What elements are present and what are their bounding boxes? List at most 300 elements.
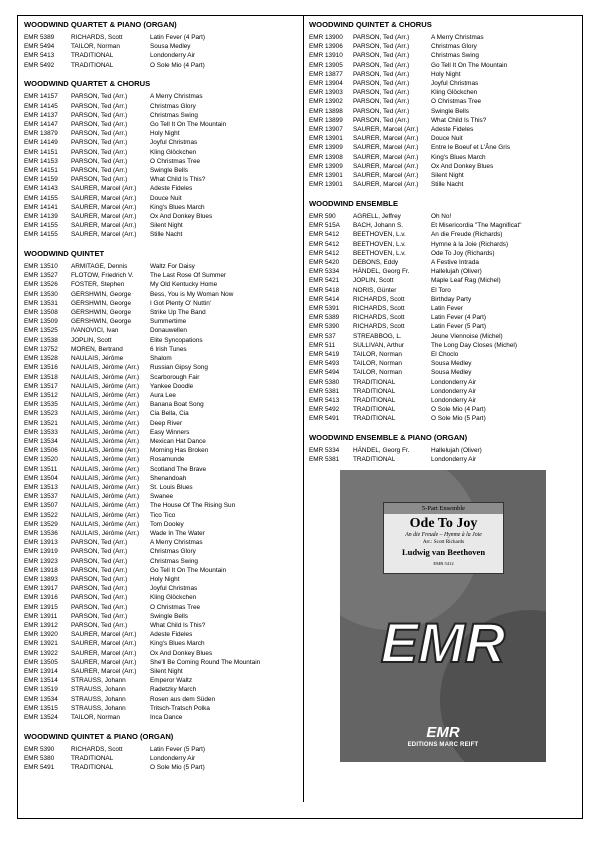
piece-title: Adeste Fideles bbox=[150, 185, 193, 193]
composer-name: STRAUSS, Johann bbox=[71, 686, 126, 694]
catalog-row bbox=[24, 419, 300, 428]
catalog-row bbox=[24, 382, 300, 391]
cover-image bbox=[340, 470, 546, 762]
catalog-row bbox=[24, 676, 300, 685]
catalog-number: EMR 13905 bbox=[309, 61, 343, 69]
piece-title: Holy Night bbox=[150, 575, 180, 583]
piece-title: Go Tell It On The Mountain bbox=[150, 120, 227, 128]
catalog-row bbox=[309, 125, 581, 134]
catalog-row bbox=[24, 695, 300, 704]
composer-name: ARMITAGE, Dennis bbox=[71, 263, 128, 271]
catalog-row bbox=[24, 299, 300, 308]
piece-title: Hallelujah (Oliver) bbox=[431, 447, 482, 455]
composer-name: RICHARDS, Scott bbox=[353, 304, 405, 312]
piece-title: Sousa Medley bbox=[431, 360, 472, 368]
catalog-row bbox=[309, 153, 581, 162]
catalog-number: EMR 5412 bbox=[309, 231, 340, 239]
catalog-number: EMR 13507 bbox=[24, 502, 58, 510]
composer-name: RICHARDS, Scott bbox=[353, 323, 405, 331]
catalog-row bbox=[309, 341, 581, 350]
catalog-number: EMR 13893 bbox=[24, 575, 58, 583]
catalog-number: EMR 590 bbox=[309, 212, 336, 220]
catalog-number: EMR 13902 bbox=[309, 98, 343, 106]
composer-name: PARSON, Ted (Arr.) bbox=[71, 166, 128, 174]
piece-title: Go Tell It On The Mountain bbox=[431, 61, 508, 69]
section-title: WOODWIND ENSEMBLE & PIANO (ORGAN) bbox=[309, 433, 468, 443]
piece-title: Holy Night bbox=[431, 70, 461, 78]
piece-title: Kling Glöckchen bbox=[150, 148, 197, 156]
piece-title: Banana Boat Song bbox=[150, 401, 204, 409]
composer-name: PARSON, Ted (Arr.) bbox=[71, 148, 128, 156]
catalog-row bbox=[24, 704, 300, 713]
catalog-row bbox=[309, 387, 581, 396]
piece-title: King's Blues March bbox=[150, 203, 205, 211]
composer-name: NAULAIS, Jérôme bbox=[71, 355, 124, 363]
catalog-number: EMR 13900 bbox=[309, 34, 343, 41]
composer-name: PARSON, Ted (Arr.) bbox=[71, 539, 128, 547]
catalog-row bbox=[24, 584, 300, 593]
composer-name: PARSON, Ted (Arr.) bbox=[71, 120, 128, 128]
catalog-row bbox=[24, 212, 300, 221]
composer-name: SAURER, Marcel (Arr.) bbox=[353, 181, 419, 189]
piece-title: Maple Leaf Rag (Michel) bbox=[431, 277, 501, 285]
catalog-row bbox=[309, 396, 581, 405]
catalog-row bbox=[309, 267, 581, 276]
piece-title: O Christmas Tree bbox=[150, 603, 201, 611]
catalog-number: EMR 13524 bbox=[24, 714, 58, 722]
composer-name: PARSON, Ted (Arr.) bbox=[353, 70, 410, 78]
catalog-row bbox=[24, 184, 300, 193]
piece-title: Adeste Fideles bbox=[431, 126, 474, 134]
composer-name: TRADITIONAL bbox=[71, 764, 114, 772]
composer-name: NAULAIS, Jérôme (Arr.) bbox=[71, 529, 140, 537]
piece-title: Ox And Donkey Blues bbox=[150, 649, 213, 657]
catalog-number: EMR 511 bbox=[309, 341, 336, 349]
catalog-number: EMR 13526 bbox=[24, 281, 58, 289]
catalog-row bbox=[24, 166, 300, 175]
composer-name: PARSON, Ted (Arr.) bbox=[71, 603, 128, 611]
catalog-number: EMR 13534 bbox=[24, 437, 58, 445]
catalog-row bbox=[24, 42, 300, 51]
catalog-row bbox=[24, 428, 300, 437]
catalog-number: EMR 13923 bbox=[24, 557, 58, 565]
piece-title: She'll Be Coming Round The Mountain bbox=[150, 658, 261, 666]
composer-name: PARSON, Ted (Arr.) bbox=[353, 116, 410, 124]
catalog-row bbox=[24, 51, 300, 60]
composer-name: TRADITIONAL bbox=[71, 754, 114, 762]
piece-title: Jeune Viennoise (Michel) bbox=[431, 332, 503, 340]
catalog-row bbox=[309, 414, 581, 423]
catalog-number: EMR 13521 bbox=[24, 419, 58, 427]
composer-name: SAURER, Marcel (Arr.) bbox=[71, 640, 137, 648]
catalog-number: EMR 13909 bbox=[309, 144, 343, 152]
emr-logo-large-text: EMR bbox=[380, 611, 506, 674]
composer-name: PARSON, Ted (Arr.) bbox=[353, 89, 410, 97]
cover-ensemble-label: 5-Part Ensemble bbox=[384, 503, 503, 514]
catalog-row bbox=[24, 92, 300, 101]
piece-title: What Child Is This? bbox=[150, 176, 206, 184]
catalog-row bbox=[309, 332, 581, 341]
catalog-row bbox=[24, 621, 300, 630]
catalog-number: EMR 13752 bbox=[24, 345, 58, 353]
piece-title: O Sole Mio (4 Part) bbox=[431, 406, 486, 414]
catalog-row bbox=[24, 317, 300, 326]
composer-name: BACH, Johann S. bbox=[353, 222, 404, 230]
catalog-section bbox=[24, 732, 300, 773]
composer-name: RICHARDS, Scott bbox=[71, 745, 123, 753]
catalog-row bbox=[309, 446, 581, 455]
catalog-number: EMR 14151 bbox=[24, 166, 58, 174]
catalog-number: EMR 5413 bbox=[309, 397, 340, 405]
composer-name: PARSON, Ted (Arr.) bbox=[353, 52, 410, 60]
composer-name: TRADITIONAL bbox=[353, 415, 396, 423]
catalog-number: EMR 14151 bbox=[24, 148, 58, 156]
catalog-number: EMR 13901 bbox=[309, 172, 343, 180]
piece-title: Emperor Waltz bbox=[150, 677, 193, 685]
piece-title: Yankee Doodle bbox=[150, 382, 194, 390]
composer-name: TAILOR, Norman bbox=[353, 369, 402, 377]
piece-title: Oh No! bbox=[431, 212, 452, 220]
piece-title: O Christmas Tree bbox=[150, 157, 201, 165]
catalog-number: EMR 14139 bbox=[24, 212, 58, 220]
catalog-section bbox=[309, 433, 581, 464]
piece-title: Christmas Swing bbox=[150, 557, 198, 565]
catalog-row bbox=[24, 501, 300, 510]
piece-title: Londonderry Air bbox=[431, 397, 477, 405]
catalog-row bbox=[24, 363, 300, 372]
emr-logo-small-text: EMR bbox=[426, 724, 460, 740]
catalog-number: EMR 13899 bbox=[309, 116, 343, 124]
catalog-row bbox=[309, 116, 581, 125]
catalog-number: EMR 13908 bbox=[309, 153, 343, 161]
composer-name: PARSON, Ted (Arr.) bbox=[353, 43, 410, 51]
catalog-row bbox=[24, 667, 300, 676]
piece-title: Donauwellen bbox=[150, 327, 187, 335]
composer-name: NAULAIS, Jérôme (Arr.) bbox=[71, 465, 140, 473]
piece-title: Stille Nacht bbox=[431, 181, 464, 189]
composer-name: PARSON, Ted (Arr.) bbox=[71, 157, 128, 165]
catalog-number: EMR 13904 bbox=[309, 80, 343, 88]
composer-name: GERSHWIN, George bbox=[71, 290, 132, 298]
piece-title: Latin Fever (4 Part) bbox=[431, 314, 487, 322]
catalog-row bbox=[24, 409, 300, 418]
catalog-number: EMR 5492 bbox=[309, 406, 340, 414]
catalog-row bbox=[309, 61, 581, 70]
catalog-number: EMR 13512 bbox=[24, 391, 58, 399]
catalog-number: EMR 14155 bbox=[24, 194, 58, 202]
composer-name: PARSON, Ted (Arr.) bbox=[353, 80, 410, 88]
piece-title: Latin Fever (5 Part) bbox=[431, 323, 487, 331]
catalog-number: EMR 13913 bbox=[24, 539, 58, 547]
piece-title: 6 Irish Tunes bbox=[150, 345, 187, 353]
catalog-row bbox=[24, 102, 300, 111]
catalog-row bbox=[309, 88, 581, 97]
composer-name: TRADITIONAL bbox=[353, 397, 396, 405]
catalog-row bbox=[24, 262, 300, 271]
emr-logo-large bbox=[362, 610, 524, 674]
catalog-number: EMR 5419 bbox=[309, 351, 340, 358]
piece-title: Latin Fever (5 Part) bbox=[150, 745, 206, 753]
composer-name: STRAUSS, Johann bbox=[71, 695, 126, 703]
catalog-number: EMR 5389 bbox=[24, 34, 55, 41]
composer-name: PARSON, Ted (Arr.) bbox=[353, 34, 410, 41]
catalog-row bbox=[24, 345, 300, 354]
composer-name: PARSON, Ted (Arr.) bbox=[71, 130, 128, 138]
catalog-row bbox=[24, 138, 300, 147]
composer-name: PARSON, Ted (Arr.) bbox=[71, 594, 128, 602]
composer-name: PARSON, Ted (Arr.) bbox=[71, 566, 128, 574]
composer-name: SAURER, Marcel (Arr.) bbox=[71, 222, 137, 230]
composer-name: PARSON, Ted (Arr.) bbox=[353, 107, 410, 115]
cover-title: Ode To Joy bbox=[409, 516, 478, 531]
piece-title: Rosen aus dem Süden bbox=[150, 695, 216, 703]
composer-name: SAURER, Marcel (Arr.) bbox=[71, 649, 137, 657]
piece-title: What Child Is This? bbox=[431, 116, 487, 124]
composer-name: SAURER, Marcel (Arr.) bbox=[71, 212, 137, 220]
composer-name: TAILOR, Norman bbox=[353, 351, 402, 358]
piece-title: Latin Fever bbox=[431, 304, 463, 312]
catalog-row bbox=[309, 295, 581, 304]
composer-name: NAULAIS, Jérôme (Arr.) bbox=[71, 373, 140, 381]
catalog-row bbox=[24, 400, 300, 409]
catalog-number: EMR 13523 bbox=[24, 410, 58, 418]
section-title: WOODWIND QUARTET & PIANO (ORGAN) bbox=[24, 20, 177, 29]
catalog-number: EMR 5418 bbox=[309, 286, 340, 294]
piece-title: A Merry Christmas bbox=[150, 539, 203, 547]
composer-name: FLOTOW, Friedrich V. bbox=[71, 272, 134, 280]
catalog-row bbox=[309, 79, 581, 88]
composer-name: TAILOR, Norman bbox=[71, 43, 120, 51]
catalog-number: EMR 13506 bbox=[24, 447, 58, 455]
section-title: WOODWIND QUINTET & PIANO (ORGAN) bbox=[24, 731, 174, 741]
piece-title: Swingle Bells bbox=[150, 612, 189, 620]
catalog-row bbox=[24, 61, 300, 70]
piece-title: Ox And Donkey Blues bbox=[431, 162, 494, 170]
piece-title: Mexican Hat Dance bbox=[150, 437, 206, 445]
catalog-number: EMR 13916 bbox=[24, 594, 58, 602]
piece-title: Christmas Swing bbox=[150, 111, 198, 119]
composer-name: NAULAIS, Jérôme (Arr.) bbox=[71, 419, 140, 427]
catalog-row bbox=[24, 391, 300, 400]
composer-name: PARSON, Ted (Arr.) bbox=[71, 93, 128, 101]
composer-name: GERSHWIN, George bbox=[71, 318, 132, 326]
piece-title: Londonderry Air bbox=[431, 456, 477, 464]
catalog-number: EMR 13914 bbox=[24, 668, 58, 675]
catalog-number: EMR 13921 bbox=[24, 640, 58, 648]
catalog-number: EMR 13522 bbox=[24, 511, 58, 519]
catalog-number: EMR 5412 bbox=[309, 240, 340, 248]
catalog-number: EMR 14147 bbox=[24, 120, 58, 128]
catalog-row bbox=[24, 326, 300, 335]
catalog-number: EMR 13538 bbox=[24, 336, 58, 344]
catalog-row bbox=[24, 354, 300, 363]
composer-name: TRADITIONAL bbox=[71, 61, 114, 69]
catalog-number: EMR 13504 bbox=[24, 474, 58, 482]
composer-name: NAULAIS, Jérôme (Arr.) bbox=[71, 483, 140, 491]
piece-title: Tom Dooley bbox=[150, 520, 184, 528]
catalog-number: EMR 13537 bbox=[24, 493, 58, 501]
piece-title: Joyful Christmas bbox=[150, 139, 198, 147]
catalog-number: EMR 537 bbox=[309, 332, 336, 340]
catalog-row bbox=[309, 378, 581, 387]
piece-title: Swanee bbox=[150, 493, 174, 501]
piece-title: Christmas Swing bbox=[431, 52, 479, 60]
catalog-section bbox=[24, 249, 300, 722]
piece-title: The House Of The Rising Sun bbox=[150, 502, 236, 510]
catalog-number: EMR 5491 bbox=[309, 415, 340, 423]
catalog-row bbox=[24, 685, 300, 694]
catalog-row bbox=[309, 70, 581, 79]
composer-name: MOREN, Bertrand bbox=[71, 345, 123, 353]
catalog-row bbox=[309, 350, 581, 359]
composer-name: SAURER, Marcel (Arr.) bbox=[353, 172, 419, 180]
catalog-number: EMR 13516 bbox=[24, 364, 58, 372]
catalog-row bbox=[309, 134, 581, 143]
piece-title: El Toro bbox=[431, 286, 451, 294]
catalog-number: EMR 13879 bbox=[24, 130, 58, 138]
composer-name: PARSON, Ted (Arr.) bbox=[71, 548, 128, 556]
piece-title: Ox And Donkey Blues bbox=[150, 212, 213, 220]
piece-title: Hallelujah (Oliver) bbox=[431, 268, 482, 276]
catalog-number: EMR 5381 bbox=[309, 456, 340, 464]
composer-name: AGRELL, Jeffrey bbox=[353, 212, 401, 220]
piece-title: Stille Nacht bbox=[150, 231, 183, 239]
composer-name: FOSTER, Stephen bbox=[71, 281, 125, 289]
section-title: WOODWIND QUINTET bbox=[24, 249, 105, 259]
cover-arranger: Arr.: Scott Richards bbox=[422, 539, 465, 545]
column-divider bbox=[303, 15, 304, 802]
catalog-row bbox=[309, 230, 581, 239]
catalog-number: EMR 13922 bbox=[24, 649, 58, 657]
composer-name: SULLIVAN, Arthur bbox=[353, 341, 405, 349]
composer-name: JOPLIN, Scott bbox=[353, 277, 394, 285]
catalog-number: EMR 13529 bbox=[24, 520, 58, 528]
catalog-row bbox=[24, 129, 300, 138]
piece-title: Waltz For Daisy bbox=[150, 263, 195, 271]
catalog-row bbox=[24, 148, 300, 157]
catalog-number: EMR 5420 bbox=[309, 258, 340, 266]
section-title: WOODWIND QUARTET & CHORUS bbox=[24, 79, 151, 89]
composer-name: NORIS, Günter bbox=[353, 286, 397, 294]
piece-title: Adeste Fideles bbox=[150, 631, 193, 639]
cover-subtitle: An die Freude – Hymne à la Joie bbox=[405, 532, 482, 538]
catalog-number: EMR 13536 bbox=[24, 529, 58, 537]
catalog-row bbox=[24, 529, 300, 538]
section-title: WOODWIND ENSEMBLE bbox=[309, 198, 399, 208]
catalog-number: EMR 5414 bbox=[309, 295, 340, 303]
composer-name: STRAUSS, Johann bbox=[71, 677, 126, 685]
catalog-row bbox=[309, 258, 581, 267]
catalog-number: EMR 13531 bbox=[24, 299, 58, 307]
piece-title: Swingle Bells bbox=[431, 107, 470, 115]
composer-name: NAULAIS, Jérôme (Arr.) bbox=[71, 364, 140, 372]
catalog-number: EMR 5380 bbox=[309, 378, 340, 386]
catalog-row bbox=[24, 575, 300, 584]
piece-title: Strike Up The Band bbox=[150, 309, 206, 317]
catalog-number: EMR 14155 bbox=[24, 222, 58, 230]
catalog-number: EMR 5389 bbox=[309, 314, 340, 322]
catalog-number: EMR 13514 bbox=[24, 677, 58, 685]
piece-title: Inca Dance bbox=[150, 714, 183, 722]
piece-title: Silent Night bbox=[150, 222, 183, 230]
composer-name: SAURER, Marcel (Arr.) bbox=[71, 194, 137, 202]
catalog-row bbox=[24, 203, 300, 212]
cover-code: EMR 5412 bbox=[433, 561, 454, 566]
catalog-row bbox=[24, 437, 300, 446]
catalog-number: EMR 5334 bbox=[309, 268, 340, 276]
catalog-number: EMR 13535 bbox=[24, 401, 58, 409]
composer-name: SAURER, Marcel (Arr.) bbox=[71, 203, 137, 211]
piece-title: An die Freude (Richards) bbox=[431, 231, 503, 239]
composer-name: TRADITIONAL bbox=[353, 378, 396, 386]
catalog-row bbox=[309, 171, 581, 180]
composer-name: NAULAIS, Jérôme (Arr.) bbox=[71, 474, 140, 482]
piece-title: Scotland The Brave bbox=[150, 465, 207, 473]
composer-name: RICHARDS, Scott bbox=[353, 295, 405, 303]
composer-name: PARSON, Ted (Arr.) bbox=[71, 585, 128, 593]
catalog-number: EMR 13528 bbox=[24, 355, 58, 363]
catalog-number: EMR 13511 bbox=[24, 465, 58, 473]
catalog-number: EMR 13534 bbox=[24, 695, 58, 703]
catalog-number: EMR 14159 bbox=[24, 176, 58, 184]
catalog-row bbox=[24, 336, 300, 345]
catalog-number: EMR 14145 bbox=[24, 102, 58, 110]
catalog-row bbox=[309, 221, 581, 230]
composer-name: GERSHWIN, George bbox=[71, 299, 132, 307]
cover-title-panel bbox=[383, 502, 504, 574]
composer-name: NAULAIS, Jérôme (Arr.) bbox=[71, 401, 140, 409]
catalog-number: EMR 13907 bbox=[309, 126, 343, 134]
catalog-number: EMR 5412 bbox=[309, 249, 340, 257]
piece-title: Radetzky March bbox=[150, 686, 197, 694]
composer-name: NAULAIS, Jérôme (Arr.) bbox=[71, 456, 140, 464]
catalog-row bbox=[24, 547, 300, 556]
piece-title: Joyful Christmas bbox=[431, 80, 479, 88]
catalog-row bbox=[24, 290, 300, 299]
piece-title: Silent Night bbox=[431, 172, 464, 180]
catalog-section bbox=[309, 199, 581, 424]
catalog-row bbox=[309, 359, 581, 368]
catalog-number: EMR 13911 bbox=[24, 612, 58, 620]
composer-name: PARSON, Ted (Arr.) bbox=[71, 621, 128, 629]
catalog-row bbox=[309, 212, 581, 221]
catalog-row bbox=[24, 593, 300, 602]
catalog-number: EMR 13903 bbox=[309, 89, 343, 97]
catalog-number: EMR 5380 bbox=[24, 754, 55, 762]
composer-name: PARSON, Ted (Arr.) bbox=[71, 102, 128, 110]
piece-title: Kling Glöckchen bbox=[150, 594, 197, 602]
composer-name: IVANOVICI, Ivan bbox=[71, 327, 119, 335]
catalog-row bbox=[24, 520, 300, 529]
piece-title: Et Misericordia "The Magnificat" bbox=[431, 222, 522, 230]
composer-name: PARSON, Ted (Arr.) bbox=[71, 557, 128, 565]
catalog-number: EMR 13912 bbox=[24, 621, 58, 629]
catalog-row bbox=[309, 455, 581, 464]
composer-name: NAULAIS, Jérôme (Arr.) bbox=[71, 511, 140, 519]
piece-title: Douce Nuit bbox=[150, 194, 182, 202]
catalog-number: EMR 5334 bbox=[309, 447, 340, 455]
composer-name: PARSON, Ted (Arr.) bbox=[71, 575, 128, 583]
catalog-row bbox=[24, 713, 300, 722]
piece-title: A Merry Christmas bbox=[431, 34, 484, 41]
composer-name: SAURER, Marcel (Arr.) bbox=[71, 631, 137, 639]
catalog-row bbox=[309, 368, 581, 377]
piece-title: Sousa Medley bbox=[431, 369, 472, 377]
composer-name: PARSON, Ted (Arr.) bbox=[353, 61, 410, 69]
catalog-row bbox=[24, 455, 300, 464]
catalog-number: EMR 13508 bbox=[24, 309, 58, 317]
catalog-number: EMR 13909 bbox=[309, 162, 343, 170]
